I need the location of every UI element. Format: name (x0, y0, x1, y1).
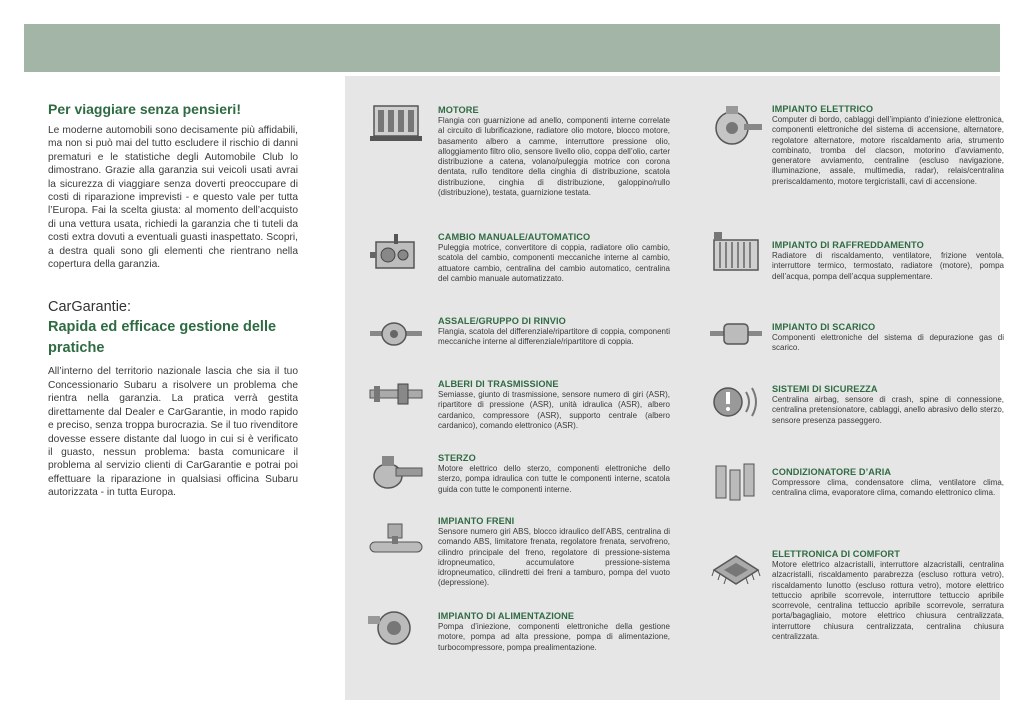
component-title: CONDIZIONATORE D’ARIA (772, 467, 892, 477)
component-comfort (772, 549, 1004, 642)
section2-title: Rapida ed efficace gestione delle pratiche (48, 319, 277, 357)
aircon-icon (708, 460, 764, 504)
driveshaft-icon (368, 372, 424, 416)
component-title: SISTEMI DI SICUREZZA (772, 384, 878, 394)
component-text: Compressore clima, condensatore clima, ventilatore clima, centralina clima, evaporatore clima, comando elettronico clima. (772, 478, 1004, 498)
component-title: ASSALE/GRUPPO DI RINVIO (438, 316, 566, 326)
intro-column (48, 100, 298, 500)
intro-title: Per viaggiare senza pensieri! (48, 101, 241, 117)
component-title: MOTORE (438, 105, 479, 115)
intro-body: Le moderne automobili sono decisamente più affidabili, ma non si può mai del tutto escludere il rischio di danni prematuri e le statistiche degli Automobile Club lo dimostrano. Grazie alla garanzia sui veicoli usati avrai la sicurezza di viaggiare senza doverti preoccupare di costi di riparazione imprevisti - e questo vale per tutta l’Europa. Fai la scelta giusta: al momento dell’acquisto di una vettura usata, richiedi la garanzia che ti tuteli da costi extra dovuti a eventuali guasti inaspettato. Scopri, a destra quali sono gli elementi che rientrano nella copertura della garanzia. (48, 125, 298, 271)
component-driveshaft (438, 379, 670, 431)
component-title: IMPIANTO DI SCARICO (772, 322, 876, 332)
chip-icon (708, 546, 764, 590)
component-brakes (438, 516, 670, 589)
component-text: Flangia con guarnizione ad anello, componenti interne correlate al circuito di lubrificazione, radiatore olio motore, blocco motore, basamento albero a camme, interruttore pressione olio, alloggiamento filtro olio, sensore livello olio, coppa dell’olio, carter distribuzione a catena, volano/puleggia motrice con corona dentata, rullo tenditore della cinghia di distribuzione, scatola distribuzione, cinghia di distribuzione, galoppino/rullo (distribuzione), testata, guarnizione testata. (438, 116, 670, 198)
component-steering (438, 453, 670, 495)
component-text: Pompa d’iniezione, componenti elettroniche della gestione motore, pompa ad alta pressione, pompa di alimentazione, turbocompressore, pompa prealimentazione. (438, 622, 670, 652)
component-aircon (772, 467, 1004, 499)
component-electrical (772, 104, 1004, 187)
engine-icon (368, 100, 424, 144)
header-bar (24, 24, 1000, 72)
component-text: Centralina airbag, sensore di crash, spine di connessione, centralina pretensionatore, cablaggi, anello abrasivo dello sterzo, sensore presenza passeggero. (772, 395, 1004, 425)
exhaust-icon (708, 312, 764, 356)
component-text: Semiasse, giunto di trasmissione, sensore numero di giri (ASR), ripartitore di pressione (ASR), unità idraulica (ASR), albero cardanico, compressore (ASR), supporto centrale (albero cardanico), comando elettronico (ASR). (438, 390, 670, 430)
component-text: Flangia, scatola del differenziale/ripartitore di coppia, componenti meccaniche interne al differenziale/ripartitore di coppia. (438, 327, 670, 347)
component-text: Sensore numero giri ABS, blocco idraulico dell’ABS, centralina di comando ABS, limitatore frenata, regolatore frenata, servofreno, cilindro principale del freno, regolatore di pressione-sistema idropneumatico, accumulatore pressione-sistema idropneumatico, cilindretti dei freni a tamburo, pompa del vuoto (depressione). (438, 527, 670, 588)
airbag-icon (708, 380, 764, 424)
component-title: IMPIANTO FRENI (438, 516, 515, 526)
brake-icon (368, 522, 424, 566)
component-title: ALBERI DI TRASMISSIONE (438, 379, 559, 389)
component-text: Motore elettrico dello sterzo, componenti elettroniche dello sterzo, pompa idraulica con tutte le componenti interne, scatola guida con tutte le componenti interne. (438, 464, 670, 494)
turbo-icon (368, 606, 424, 650)
component-gearbox (438, 232, 670, 284)
component-cooling (772, 240, 1004, 282)
component-safety (772, 384, 1004, 426)
section2-body: All’interno del territorio nazionale lascia che sia il tuo Concessionario Subaru a risolvere un problema che rientra nella garanzia. La pratica verrà gestita direttamente dal Dealer e CarGarantie, in modo rapido e preciso, senza troppa burocrazia. Se il tuo rivenditore dovesse essere distante dal luogo in cui si è verificato il guasto, nessun problema: basta comunicare il problema al servizio clienti di CarGarantie e potrai poi effettuare la riparazione in qualsiasi officina Subaru autorizzata - in tutta Europa. (48, 366, 298, 499)
component-axle (438, 316, 670, 348)
component-title: CAMBIO MANUALE/AUTOMATICO (438, 232, 591, 242)
component-title: IMPIANTO DI ALIMENTAZIONE (438, 611, 575, 621)
component-exhaust (772, 322, 1004, 354)
radiator-icon (708, 230, 764, 274)
component-title: IMPIANTO DI RAFFREDDAMENTO (772, 240, 924, 250)
component-title: ELETTRONICA DI COMFORT (772, 549, 900, 559)
alternator-icon (708, 104, 764, 148)
component-text: Computer di bordo, cablaggi dell’impianto d’iniezione elettronica, componenti elettroniche del sistema di accensione, alternatore, regolatore alternatore, motore riscaldamento aria, strumento combinato, tromba del clacson, motorino d’avviamento, generatore avviamento, centraline (escluso navigazione, illuminazione, assale, multimedia, radar), relais/centralina preriscaldamento, motore tergicristalli, cavi di accensione. (772, 115, 1004, 186)
component-text: Componenti elettroniche del sistema di depurazione gas di scarico. (772, 333, 1004, 353)
component-text: Motore elettrico alzacristalli, interruttore alzacristalli, centralina alzacristalli, riscaldamento parabrezza (escluso rottura vetro), riscaldamento lunotto (escluso rottura vetro), motore elettrico tettuccio apribile scorrevole, interruttore tettuccio apribile scorrevole, centralina tettuccio apribile scorrevole, serratura porta/bagagliaio, motore elettrico chiusura centralizzata, interruttore chiusura centralizzata, centralina chiusura centralizzata. (772, 560, 1004, 642)
gearbox-icon (368, 232, 424, 276)
section2-subtitle: CarGarantie: (48, 299, 132, 316)
component-text: Puleggia motrice, convertitore di coppia, radiatore olio cambio, scatola del cambio, componenti meccaniche interne al cambio, attuatore cambio, centralina del cambio automatico, centralina del cambio manuale automatizzato. (438, 243, 670, 283)
steering-icon (368, 452, 424, 496)
component-title: IMPIANTO ELETTRICO (772, 104, 874, 114)
component-text: Radiatore di riscaldamento, ventilatore, frizione ventola, interruttore termico, termostato, radiatore (motore), pompa dell’acqua, pompa dell’acqua supplementare. (772, 251, 1004, 281)
component-engine (438, 105, 670, 198)
component-fuel (438, 611, 670, 653)
axle-icon (368, 312, 424, 356)
component-title: STERZO (438, 453, 476, 463)
